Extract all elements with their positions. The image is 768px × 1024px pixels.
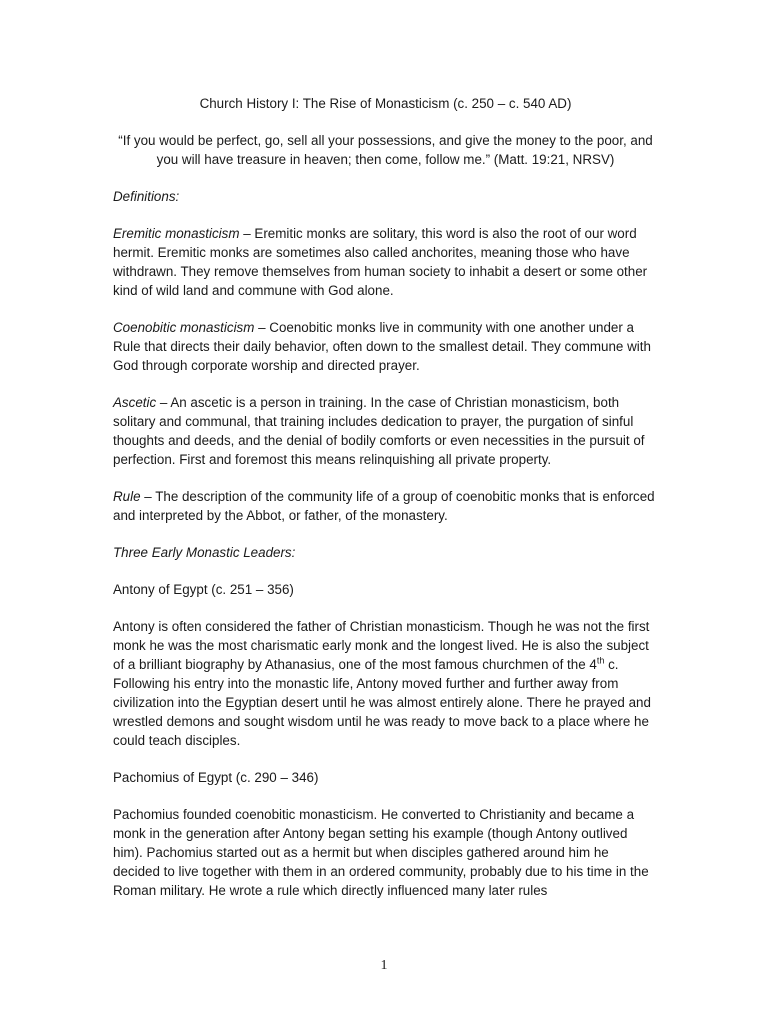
document-title: Church History I: The Rise of Monasticism (c. 250 – c. 540 AD): [199, 96, 572, 111]
document-page: [113, 94, 658, 918]
definition-text: – Coenobitic monks live in community with one another under a Rule that directs their daily behavior, often down to the smallest detail. They commune with God through corporate worship and directed prayer.: [113, 320, 651, 373]
pachomius-heading: Pachomius of Egypt (c. 290 – 346): [113, 770, 319, 785]
antony-text-part-1: Antony is often considered the father of Christian monasticism. Though he was not the first monk he was the most charismatic early monk and the longest lived. He is also the subject of a brilliant biography by Athanasius, one of the most famous churchmen of the 4: [113, 619, 650, 672]
definitions-heading: Definitions:: [113, 189, 180, 204]
antony-paragraph: [113, 617, 658, 750]
antony-heading: Antony of Egypt (c. 251 – 356): [113, 582, 294, 597]
definition-ascetic: [113, 393, 658, 469]
definition-text: – Eremitic monks are solitary, this word is also the root of our word hermit. Eremitic monks are sometimes also called anchorites, meaning those who have withdrawn. They remove themselves from human society to inhabit a desert or some other kind of wild land and commune with God alone.: [113, 226, 648, 298]
pachomius-paragraph: Pachomius founded coenobitic monasticism. He converted to Christianity and became a monk in the generation after Antony began setting his example (though Antony outlived him). Pachomius started out as a hermit but when disciples gathered around him he decided to live together with them in an ordered community, probably due to his time in the Roman military. He wrote a rule which directly influenced many later rules: [113, 807, 649, 898]
definition-term: Eremitic monasticism: [113, 226, 240, 241]
page-number: 1: [380, 958, 388, 973]
definition-rule: [113, 487, 658, 525]
definition-term: Coenobitic monasticism: [113, 320, 255, 335]
leaders-heading: Three Early Monastic Leaders:: [113, 545, 296, 560]
definition-eremitic: [113, 224, 658, 300]
definition-term: Rule: [113, 489, 141, 504]
definition-text: – The description of the community life of a group of coenobitic monks that is enforced and interpreted by the Abbot, or father, of the monastery.: [113, 489, 655, 523]
definition-coenobitic: [113, 318, 658, 375]
ordinal-superscript: th: [596, 655, 605, 666]
definition-term: Ascetic: [113, 395, 157, 410]
definition-text: – An ascetic is a person in training. In the case of Christian monasticism, both solitary and communal, that training includes dedication to prayer, the purgation of sinful thoughts and deeds, and the denial of bodily comforts or even necessities in the pursuit of perfection. First and foremost this means relinquishing all private property.: [113, 395, 645, 467]
epigraph-quote: “If you would be perfect, go, sell all your possessions, and give the money to the poor, and you will have treasure in heaven; then come, follow me.” (Matt. 19:21, NRSV): [118, 133, 653, 167]
antony-text-part-2: c. Following his entry into the monastic life, Antony moved further and further away from civilization into the Egyptian desert until he was almost entirely alone. There he prayed and wrestled demons and sought wisdom until he was ready to move back to a place where he could teach disciples.: [113, 657, 651, 748]
